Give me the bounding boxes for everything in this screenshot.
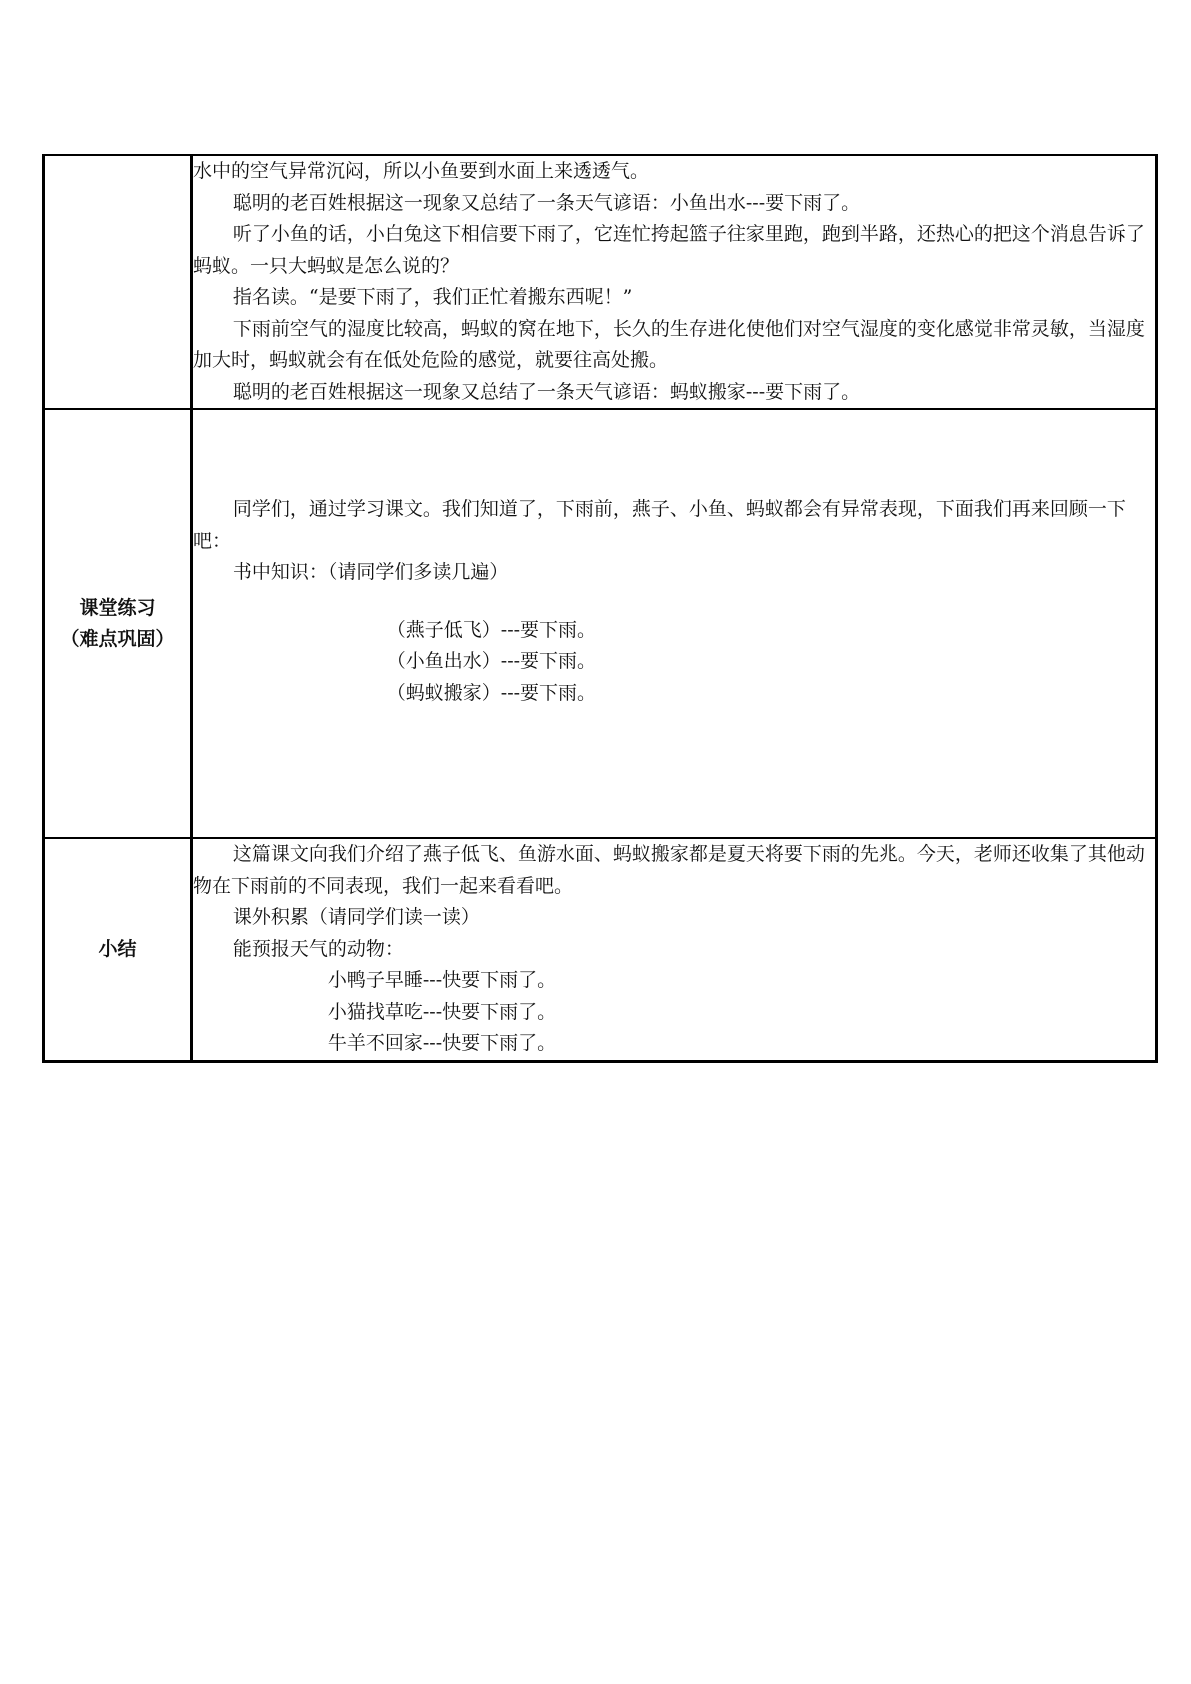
list-item: （蚂蚁搬家）---要下雨。 xyxy=(386,681,597,704)
table-row-summary xyxy=(44,838,1157,1061)
paragraph: 下雨前空气的湿度比较高，蚂蚁的窝在地下，长久的生存进化使他们对空气湿度的变化感觉非常灵敏，当湿度加大时，蚂蚁就会有在低处危险的感觉，就要往高处搬。 xyxy=(193,317,1145,371)
row-label-practice xyxy=(44,409,192,838)
blank-space xyxy=(193,410,1155,494)
row-content-summary xyxy=(192,838,1157,1061)
paragraph: 这篇课文向我们介绍了燕子低飞、鱼游水面、蚂蚁搬家都是夏天将要下雨的先兆。今天，老师还收集了其他动物在下雨前的不同表现，我们一起来看看吧。 xyxy=(193,843,1145,897)
list-item: 牛羊不回家---快要下雨了。 xyxy=(327,1032,557,1054)
list-item: 小猫找草吃---快要下雨了。 xyxy=(327,1000,557,1023)
lesson-plan-page xyxy=(42,154,1158,1063)
label-line: 课堂练习 xyxy=(79,596,156,619)
paragraph: 聪明的老百姓根据这一现象又总结了一条天气谚语：蚂蚁搬家---要下雨了。 xyxy=(232,380,861,403)
lesson-plan-table xyxy=(42,154,1158,1063)
section-subheading: 能预报天气的动物： xyxy=(232,937,404,960)
paragraph: 水中的空气异常沉闷，所以小鱼要到水面上来透透气。 xyxy=(193,160,650,182)
list-item: （小鱼出水）---要下雨。 xyxy=(386,650,597,672)
table-row-continuation xyxy=(44,155,1157,409)
blank-space xyxy=(193,589,1155,615)
list-item: （燕子低飞）---要下雨。 xyxy=(386,618,597,641)
list-item: 小鸭子早睡---快要下雨了。 xyxy=(327,969,557,991)
row-content-practice xyxy=(192,409,1157,838)
section-heading: 书中知识：（请同学们多读几遍） xyxy=(232,561,509,583)
paragraph: 同学们，通过学习课文。我们知道了，下雨前，燕子、小鱼、蚂蚁都会有异常表现，下面我们再来回顾一下吧： xyxy=(193,498,1126,552)
table-row-practice xyxy=(44,409,1157,838)
section-heading: 课外积累（请同学们读一读） xyxy=(232,906,480,928)
blank-space xyxy=(193,709,1155,837)
paragraph: 指名读。“是要下雨了，我们正忙着搬东西呢！” xyxy=(232,286,633,308)
paragraph: 听了小鱼的话，小白兔这下相信要下雨了，它连忙挎起篮子往家里跑，跑到半路，还热心的把这个消息告诉了蚂蚁。一只大蚂蚁是怎么说的？ xyxy=(193,223,1145,277)
paragraph: 聪明的老百姓根据这一现象又总结了一条天气谚语：小鱼出水---要下雨了。 xyxy=(232,191,861,214)
row-content-continuation xyxy=(192,155,1157,409)
row-label-empty xyxy=(44,155,192,409)
row-label-summary: 小结 xyxy=(44,838,192,1061)
label-line: （难点巩固） xyxy=(60,627,175,650)
